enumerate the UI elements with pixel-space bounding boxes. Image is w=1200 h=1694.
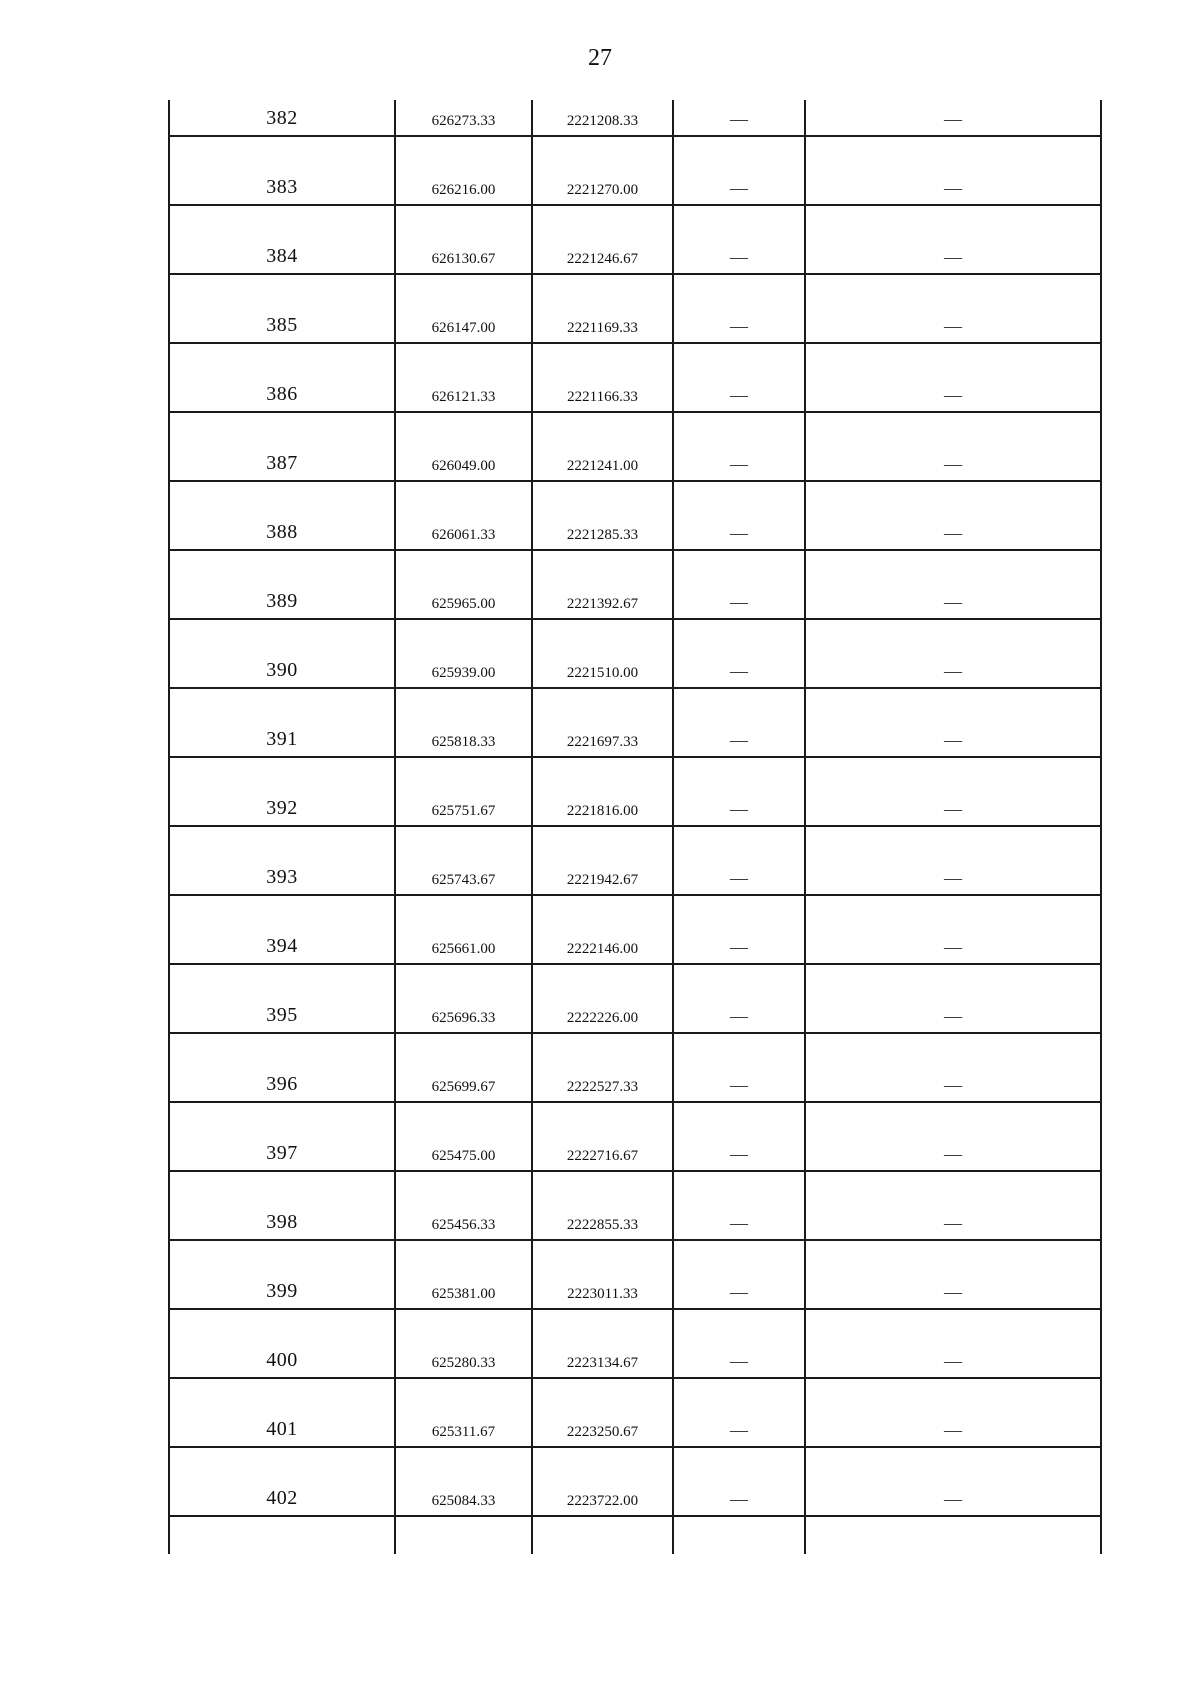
y-coordinate-cell: 2221392.67	[532, 550, 673, 619]
table-row	[169, 688, 1101, 757]
empty-cell	[169, 1516, 395, 1554]
dash-cell: —	[805, 481, 1101, 550]
point-number-cell: 390	[169, 619, 395, 688]
point-number-cell: 387	[169, 412, 395, 481]
x-coordinate-cell: 625456.33	[395, 1171, 532, 1240]
page-number: 27	[588, 45, 612, 71]
dash-cell: —	[673, 757, 805, 826]
y-coordinate-cell: 2221169.33	[532, 274, 673, 343]
empty-cell	[532, 1516, 673, 1554]
table-row	[169, 619, 1101, 688]
y-coordinate-cell: 2221208.33	[532, 100, 673, 136]
dash-cell: —	[805, 964, 1101, 1033]
x-coordinate-cell: 626130.67	[395, 205, 532, 274]
dash-cell: —	[805, 412, 1101, 481]
table-row	[169, 412, 1101, 481]
dash-cell: —	[805, 619, 1101, 688]
point-number-cell: 398	[169, 1171, 395, 1240]
dash-cell: —	[673, 550, 805, 619]
table-row	[169, 1240, 1101, 1309]
dash-cell: —	[673, 481, 805, 550]
x-coordinate-cell: 625939.00	[395, 619, 532, 688]
dash-cell: —	[805, 343, 1101, 412]
point-number-cell: 397	[169, 1102, 395, 1171]
table-row	[169, 343, 1101, 412]
table-row	[169, 274, 1101, 343]
dash-cell: —	[673, 1171, 805, 1240]
dash-cell: —	[805, 1171, 1101, 1240]
y-coordinate-cell: 2221166.33	[532, 343, 673, 412]
point-number-cell: 395	[169, 964, 395, 1033]
dash-cell: —	[805, 826, 1101, 895]
table-row	[169, 1171, 1101, 1240]
dash-cell: —	[673, 274, 805, 343]
dash-cell: —	[805, 205, 1101, 274]
x-coordinate-cell: 625084.33	[395, 1447, 532, 1516]
y-coordinate-cell: 2223250.67	[532, 1378, 673, 1447]
dash-cell: —	[805, 1309, 1101, 1378]
point-number-cell: 401	[169, 1378, 395, 1447]
point-number-cell: 400	[169, 1309, 395, 1378]
point-number-cell: 385	[169, 274, 395, 343]
table-row	[169, 550, 1101, 619]
table-row	[169, 1102, 1101, 1171]
point-number-cell: 391	[169, 688, 395, 757]
dash-cell: —	[805, 274, 1101, 343]
table-row	[169, 205, 1101, 274]
point-number-cell: 382	[169, 100, 395, 136]
table-row	[169, 481, 1101, 550]
y-coordinate-cell: 2222527.33	[532, 1033, 673, 1102]
table-row	[169, 757, 1101, 826]
y-coordinate-cell: 2221285.33	[532, 481, 673, 550]
y-coordinate-cell: 2222855.33	[532, 1171, 673, 1240]
y-coordinate-cell: 2221241.00	[532, 412, 673, 481]
table-row	[169, 1447, 1101, 1516]
y-coordinate-cell: 2223134.67	[532, 1309, 673, 1378]
table-row	[169, 826, 1101, 895]
table-row	[169, 1309, 1101, 1378]
point-number-cell: 392	[169, 757, 395, 826]
dash-cell: —	[673, 964, 805, 1033]
y-coordinate-cell: 2223011.33	[532, 1240, 673, 1309]
dash-cell: —	[805, 136, 1101, 205]
dash-cell: —	[673, 1033, 805, 1102]
dash-cell: —	[805, 757, 1101, 826]
dash-cell: —	[673, 412, 805, 481]
dash-cell: —	[673, 343, 805, 412]
dash-cell: —	[805, 1378, 1101, 1447]
point-number-cell: 386	[169, 343, 395, 412]
y-coordinate-cell: 2221942.67	[532, 826, 673, 895]
table-row	[169, 1378, 1101, 1447]
dash-cell: —	[805, 688, 1101, 757]
x-coordinate-cell: 625661.00	[395, 895, 532, 964]
table-row	[169, 1033, 1101, 1102]
dash-cell: —	[805, 100, 1101, 136]
x-coordinate-cell: 625699.67	[395, 1033, 532, 1102]
dash-cell: —	[805, 1033, 1101, 1102]
point-number-cell: 389	[169, 550, 395, 619]
dash-cell: —	[673, 826, 805, 895]
point-number-cell: 396	[169, 1033, 395, 1102]
x-coordinate-cell: 625818.33	[395, 688, 532, 757]
dash-cell: —	[673, 1102, 805, 1171]
empty-cell	[805, 1516, 1101, 1554]
x-coordinate-cell: 626216.00	[395, 136, 532, 205]
dash-cell: —	[673, 1447, 805, 1516]
x-coordinate-cell: 626049.00	[395, 412, 532, 481]
table-continuation-row	[169, 1516, 1101, 1554]
y-coordinate-cell: 2221816.00	[532, 757, 673, 826]
y-coordinate-cell: 2221697.33	[532, 688, 673, 757]
dash-cell: —	[805, 1447, 1101, 1516]
x-coordinate-cell: 626061.33	[395, 481, 532, 550]
empty-cell	[395, 1516, 532, 1554]
coordinate-table	[168, 100, 1102, 1554]
y-coordinate-cell: 2222146.00	[532, 895, 673, 964]
x-coordinate-cell: 625696.33	[395, 964, 532, 1033]
point-number-cell: 399	[169, 1240, 395, 1309]
coordinate-table-body	[169, 100, 1101, 1554]
table-row	[169, 964, 1101, 1033]
dash-cell: —	[673, 688, 805, 757]
table-row	[169, 136, 1101, 205]
table-row	[169, 895, 1101, 964]
dash-cell: —	[673, 1378, 805, 1447]
dash-cell: —	[673, 205, 805, 274]
x-coordinate-cell: 625381.00	[395, 1240, 532, 1309]
x-coordinate-cell: 625965.00	[395, 550, 532, 619]
y-coordinate-cell: 2221270.00	[532, 136, 673, 205]
x-coordinate-cell: 626147.00	[395, 274, 532, 343]
x-coordinate-cell: 626273.33	[395, 100, 532, 136]
dash-cell: —	[805, 1102, 1101, 1171]
dash-cell: —	[805, 550, 1101, 619]
point-number-cell: 393	[169, 826, 395, 895]
dash-cell: —	[805, 1240, 1101, 1309]
y-coordinate-cell: 2222226.00	[532, 964, 673, 1033]
table-row	[169, 100, 1101, 136]
dash-cell: —	[673, 1309, 805, 1378]
x-coordinate-cell: 625751.67	[395, 757, 532, 826]
dash-cell: —	[805, 895, 1101, 964]
point-number-cell: 402	[169, 1447, 395, 1516]
y-coordinate-cell: 2221510.00	[532, 619, 673, 688]
dash-cell: —	[673, 100, 805, 136]
x-coordinate-cell: 626121.33	[395, 343, 532, 412]
coordinate-table-frame	[168, 100, 1100, 1554]
point-number-cell: 384	[169, 205, 395, 274]
x-coordinate-cell: 625280.33	[395, 1309, 532, 1378]
y-coordinate-cell: 2222716.67	[532, 1102, 673, 1171]
x-coordinate-cell: 625475.00	[395, 1102, 532, 1171]
dash-cell: —	[673, 895, 805, 964]
point-number-cell: 394	[169, 895, 395, 964]
point-number-cell: 388	[169, 481, 395, 550]
dash-cell: —	[673, 136, 805, 205]
point-number-cell: 383	[169, 136, 395, 205]
y-coordinate-cell: 2223722.00	[532, 1447, 673, 1516]
dash-cell: —	[673, 619, 805, 688]
dash-cell: —	[673, 1240, 805, 1309]
empty-cell	[673, 1516, 805, 1554]
y-coordinate-cell: 2221246.67	[532, 205, 673, 274]
x-coordinate-cell: 625311.67	[395, 1378, 532, 1447]
x-coordinate-cell: 625743.67	[395, 826, 532, 895]
